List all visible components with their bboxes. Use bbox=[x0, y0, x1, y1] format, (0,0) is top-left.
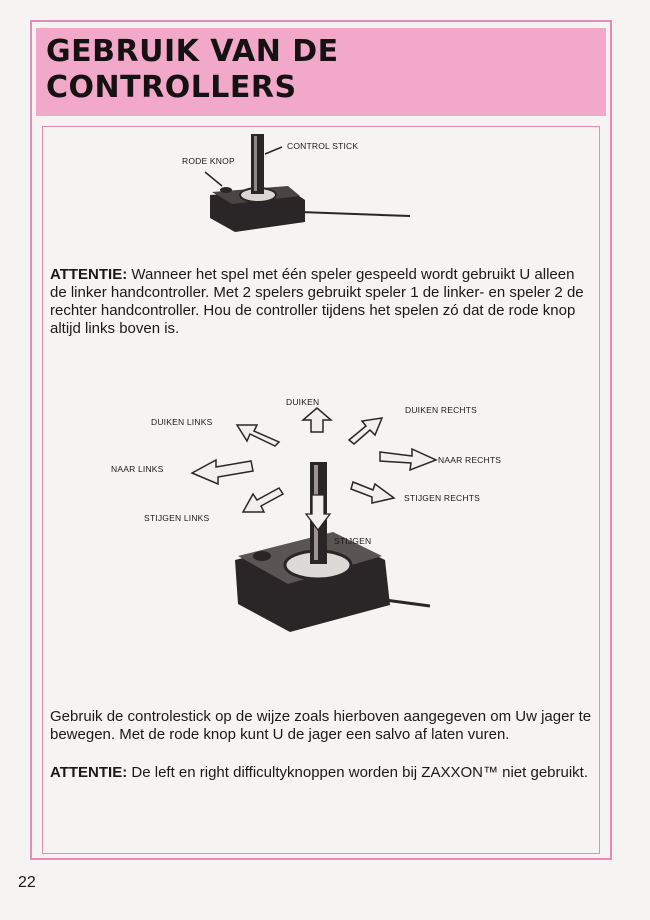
page-number: 22 bbox=[18, 874, 36, 891]
arrow-up-right-icon bbox=[349, 418, 382, 444]
attention-text-2: De left en right difficultyknoppen worden bij ZAXXON™ niet gebruikt. bbox=[131, 764, 589, 781]
arrow-left-icon bbox=[192, 460, 253, 484]
direction-label-left: NAAR LINKS bbox=[111, 464, 164, 474]
title-line-2: CONTROLLERS bbox=[46, 70, 297, 105]
arrow-down-right-icon bbox=[351, 482, 394, 503]
control-stick-label: CONTROL STICK bbox=[287, 141, 359, 151]
red-button-label: RODE KNOP bbox=[182, 156, 235, 166]
direction-label-down-right: STIJGEN RECHTS bbox=[404, 493, 481, 503]
arrow-down-left-icon bbox=[243, 488, 283, 512]
attention-text-1: Wanneer het spel met één speler gespeeld wordt gebruikt U alleen de linker handcontroller. Met 2 spelers gebruikt speler 1 de linker- en speler 2 de rechter handcontroller. Hou de controller tijdens het spelen zó dat de rode knop altijd links boven is. bbox=[50, 266, 584, 337]
direction-label-up-right: DUIKEN RECHTS bbox=[405, 405, 478, 415]
attention-paragraph-2 bbox=[50, 764, 595, 782]
direction-label-up: DUIKEN bbox=[286, 397, 320, 407]
arrow-right-icon bbox=[380, 449, 436, 470]
arrow-up-icon bbox=[303, 408, 331, 432]
direction-label-up-left: DUIKEN LINKS bbox=[151, 417, 213, 427]
attention-label-1: ATTENTIE: bbox=[50, 266, 128, 283]
arrow-up-left-icon bbox=[237, 425, 279, 446]
direction-label-down-left: STIJGEN LINKS bbox=[144, 513, 210, 523]
title-line-1: GEBRUIK VAN DE bbox=[46, 34, 339, 69]
usage-paragraph: Gebruik de controlestick op de wijze zoals hierboven aangegeven om Uw jager te bewegen. Met de rode knop kunt U de jager een salvo af laten vuren. bbox=[50, 708, 592, 743]
direction-label-right: NAAR RECHTS bbox=[438, 455, 502, 465]
attention-label-2: ATTENTIE: bbox=[50, 764, 128, 781]
direction-label-down: STIJGEN bbox=[334, 536, 372, 546]
joystick-large-illustration bbox=[235, 462, 430, 632]
attention-paragraph-1 bbox=[50, 266, 595, 338]
